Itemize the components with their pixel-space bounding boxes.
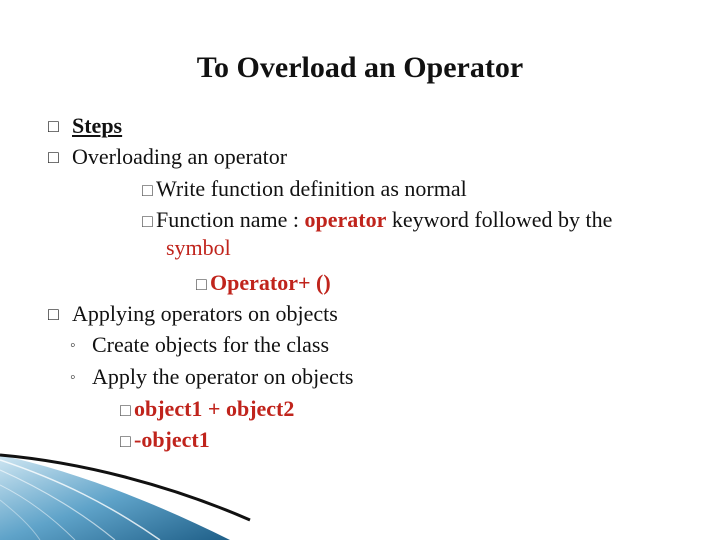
operator-keyword: operator [304, 207, 387, 232]
steps-label: Steps [72, 113, 123, 138]
example-unary [120, 425, 210, 456]
sub-bullet-create-objects [70, 330, 329, 361]
missing-glyph-icon: □ [196, 274, 207, 294]
missing-glyph-icon: □ [120, 400, 131, 420]
operator-example-text: Operator+ () [210, 270, 331, 295]
slide-title: To Overload an Operator [196, 51, 524, 84]
apply-operator-text: Apply the operator on objects [92, 364, 354, 389]
function-name-prefix: Function name : [156, 207, 305, 232]
sub-item-function-name [142, 205, 612, 236]
bullet-overloading [48, 142, 287, 172]
example-binary-text: object1 + object2 [134, 396, 295, 421]
bullet-steps [48, 111, 122, 141]
operator-example [196, 268, 331, 299]
sub-item-write-definition [142, 174, 467, 205]
overloading-text: Overloading an operator [72, 144, 288, 169]
function-name-suffix: keyword followed by the [386, 207, 613, 232]
missing-glyph-icon: □ [142, 180, 153, 200]
example-binary [120, 394, 294, 425]
checkbox-bullet-icon: □ [48, 304, 59, 324]
ring-bullet-icon: ◦ [70, 337, 76, 354]
applying-text: Applying operators on objects [72, 301, 338, 326]
checkbox-bullet-icon: □ [48, 147, 59, 167]
write-definition-text: Write function definition as normal [156, 176, 467, 201]
example-unary-text: -object1 [134, 427, 210, 452]
bullet-applying [48, 299, 338, 329]
function-name-continuation: symbol [166, 235, 231, 260]
missing-glyph-icon: □ [120, 431, 131, 451]
checkbox-bullet-icon: □ [48, 116, 59, 136]
missing-glyph-icon: □ [142, 211, 153, 231]
create-objects-text: Create objects for the class [92, 332, 330, 357]
sub-bullet-apply-operator [70, 362, 354, 393]
ring-bullet-icon: ◦ [70, 369, 76, 386]
